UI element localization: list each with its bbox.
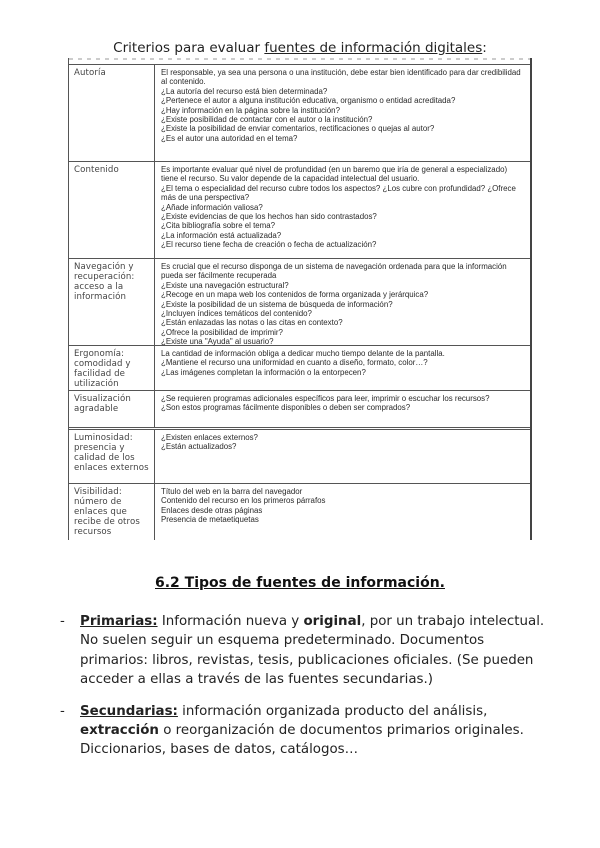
heading-link-text: fuentes de información digitales: [264, 40, 483, 56]
bullet-text-a: Información nueva y: [157, 614, 304, 629]
page-heading: [0, 40, 600, 56]
criteria-description: [155, 391, 530, 427]
bullet-secundarias: [60, 702, 555, 760]
criteria-row-navegacion: [69, 259, 530, 346]
criteria-line: ¿Existe posibilidad de contactar con el autor o la institución?: [161, 115, 373, 125]
criteria-line: El responsable, ya sea una persona o una institución, debe estar bien identificado para dar credibilidad al contenido.: [161, 68, 521, 87]
criteria-name: Visualización agradable: [69, 391, 155, 427]
criteria-line: ¿Son estos programas fácilmente disponibles o deben ser comprados?: [161, 403, 411, 413]
heading-prefix: Criterios para evaluar: [113, 40, 265, 56]
criteria-line: ¿Mantiene el recurso una uniformidad en cuanto a diseño, formato, color…?: [161, 358, 428, 368]
criteria-row-contenido: [69, 162, 530, 259]
bullet-text-a: información organizada producto del análisis,: [177, 703, 488, 719]
criteria-line: ¿Existe la posibilidad de un sistema de búsqueda de información?: [161, 299, 393, 309]
bullet-dash: -: [60, 614, 65, 629]
criteria-line: ¿El recurso tiene fecha de creación o fecha de actualización?: [161, 240, 377, 250]
criteria-line: ¿Existe la posibilidad de enviar comentarios, rectificaciones o quejas al autor?: [161, 124, 435, 134]
criteria-line: Es importante evaluar qué nivel de profundidad (en un baremo que iría de general a especializado) tiene el recurso. Su valor depende de la capacidad intelectual del usuario.: [161, 165, 508, 184]
criteria-row-visualizacion: [69, 391, 530, 430]
criteria-line: ¿Están enlazadas las notas o las citas en contexto?: [161, 318, 343, 328]
criteria-description: [155, 162, 530, 258]
criteria-line: ¿Incluyen índices temáticos del contenido?: [161, 309, 312, 319]
criteria-line: ¿El tema o especialidad del recurso cubre todos los aspectos? ¿Los cubre con profundidad? ¿Ofrece más de una perspectiva?: [161, 183, 516, 203]
criteria-line: ¿Pertenece el autor a alguna institución educativa, organismo o entidad acreditada?: [161, 96, 456, 106]
criteria-description: [155, 259, 530, 345]
criteria-line: ¿Existe una navegación estructural?: [161, 280, 289, 290]
bullet-text: [80, 702, 555, 760]
criteria-line: Presencia de metaetiquetas: [161, 515, 259, 525]
bullet-label: Secundarias:: [80, 703, 178, 719]
criteria-row-luminosidad: [69, 430, 530, 484]
table-header-cut: [69, 58, 530, 65]
criteria-line: ¿Hay información en la página sobre la institución?: [161, 105, 340, 115]
criteria-line: ¿Añade información valiosa?: [161, 202, 263, 212]
criteria-description: [155, 346, 530, 390]
criteria-name: Luminosidad: presencia y calidad de los enlaces externos: [69, 430, 155, 483]
criteria-line: ¿Existen enlaces externos?: [161, 433, 258, 442]
bullet-primarias: [60, 612, 555, 690]
criteria-line: ¿Existe una "Ayuda" al usuario?: [161, 337, 274, 347]
criteria-description: [155, 484, 530, 540]
heading-suffix: :: [482, 40, 487, 56]
criteria-line: ¿Ofrece la posibilidad de imprimir?: [161, 327, 283, 337]
criteria-row-autoria: [69, 65, 530, 162]
criteria-line: ¿La autoría del recurso está bien determinada?: [161, 86, 328, 96]
bullet-list: [60, 612, 555, 772]
criteria-line: ¿Están actualizados?: [161, 442, 237, 452]
bullet-text-b: , por un trabajo intelectual. No suelen seguir un esquema predeterminado. Documentos primarios: libros, revistas, tesis, publicaciones oficiales. (Se pueden acceder a ellas a través de las fuentes secundarias.): [80, 614, 545, 688]
criteria-name: Contenido: [69, 162, 155, 258]
criteria-name: Autoría: [69, 65, 155, 161]
criteria-description: [155, 65, 530, 161]
criteria-line: ¿Cita bibliografía sobre el tema?: [161, 221, 276, 231]
criteria-table: [68, 58, 532, 540]
criteria-line: ¿Las imágenes completan la información o la entorpecen?: [161, 367, 366, 377]
bullet-bold: extracción: [80, 723, 159, 739]
criteria-name: Ergonomía: comodidad y facilidad de utilización: [69, 346, 155, 390]
criteria-line: La cantidad de información obliga a dedicar mucho tiempo delante de la pantalla.: [161, 349, 445, 358]
criteria-line: Contenido del recurso en los primeros párrafos: [161, 496, 326, 506]
bullet-text-b: o reorganización de documentos primarios originales. Diccionarios, bases de datos, catálogos…: [80, 723, 524, 758]
criteria-name: Navegación y recuperación: acceso a la información: [69, 259, 155, 345]
bullet-text: [80, 612, 555, 690]
criteria-line: Es crucial que el recurso disponga de un sistema de navegación ordenada para que la información pueda ser fácilmente recuperada: [161, 262, 507, 281]
criteria-line: Título del web en la barra del navegador: [161, 487, 303, 496]
criteria-line: ¿Es el autor una autoridad en el tema?: [161, 133, 298, 143]
criteria-line: ¿Recoge en un mapa web los contenidos de forma organizada y jerárquica?: [161, 290, 429, 300]
bullet-bold: original: [303, 614, 362, 629]
criteria-line: ¿La información está actualizada?: [161, 230, 282, 240]
bullet-label: Primarias:: [80, 614, 158, 629]
criteria-description: [155, 430, 530, 483]
criteria-line: ¿Existe evidencias de que los hechos han sido contrastados?: [161, 212, 377, 222]
criteria-name: Visibilidad: número de enlaces que recibe de otros recursos: [69, 484, 155, 540]
bullet-dash: -: [60, 703, 65, 719]
criteria-line: ¿Se requieren programas adicionales específicos para leer, imprimir o escuchar los recursos?: [161, 394, 490, 403]
criteria-line: Enlaces desde otras páginas: [161, 505, 263, 515]
section-title: 6.2 Tipos de fuentes de información.: [155, 575, 445, 591]
criteria-row-ergonomia: [69, 346, 530, 391]
criteria-row-visibilidad: [69, 484, 530, 540]
